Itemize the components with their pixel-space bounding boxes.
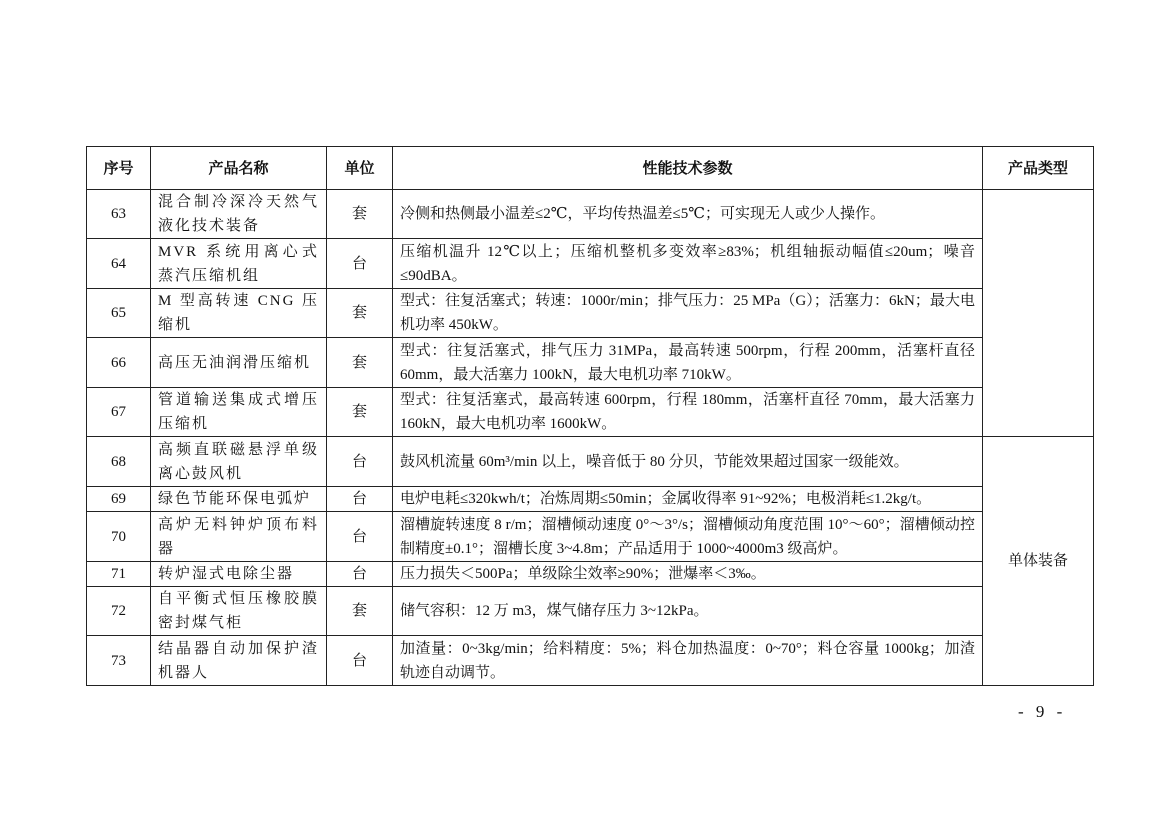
product-name: 绿色节能环保电弧炉 <box>151 487 327 512</box>
spec: 冷侧和热侧最小温差≤2℃，平均传热温差≤5℃；可实现无人或少人操作。 <box>393 190 983 239</box>
row-number: 71 <box>87 562 151 587</box>
header-unit: 单位 <box>327 147 393 190</box>
product-name: 管道输送集成式增压压缩机 <box>151 388 327 437</box>
spec: 压力损失＜500Pa；单级除尘效率≥90%；泄爆率＜3‰。 <box>393 562 983 587</box>
page-number: - 9 - <box>1018 702 1067 721</box>
row-number: 70 <box>87 512 151 562</box>
product-name: 转炉湿式电除尘器 <box>151 562 327 587</box>
product-name: 自平衡式恒压橡胶膜密封煤气柜 <box>151 587 327 636</box>
unit: 套 <box>327 190 393 239</box>
table-row <box>87 487 1094 512</box>
row-number: 73 <box>87 636 151 686</box>
row-number: 67 <box>87 388 151 437</box>
table-header-row <box>87 147 1094 190</box>
header-type: 产品类型 <box>983 147 1094 190</box>
spec: 型式：往复活塞式；转速：1000r/min；排气压力：25 MPa（G）；活塞力：6kN；最大电机功率 450kW。 <box>393 289 983 338</box>
header-spec: 性能技术参数 <box>393 147 983 190</box>
table-row <box>87 437 1094 487</box>
table-row <box>87 289 1094 338</box>
product-name: 高频直联磁悬浮单级离心鼓风机 <box>151 437 327 487</box>
row-number: 69 <box>87 487 151 512</box>
unit: 台 <box>327 636 393 686</box>
product-type: 单体装备 <box>983 437 1094 686</box>
table-row <box>87 388 1094 437</box>
spec: 储气容积：12 万 m3，煤气储存压力 3~12kPa。 <box>393 587 983 636</box>
row-number: 64 <box>87 239 151 289</box>
unit: 台 <box>327 239 393 289</box>
table-row <box>87 562 1094 587</box>
unit: 台 <box>327 512 393 562</box>
spec: 溜槽旋转速度 8 r/m；溜槽倾动速度 0°～3°/s；溜槽倾动角度范围 10°～60°；溜槽倾动控制精度±0.1°；溜槽长度 3~4.8m；产品适用于 1000~4000m3 级高炉。 <box>393 512 983 562</box>
row-number: 65 <box>87 289 151 338</box>
table-row <box>87 338 1094 388</box>
unit: 台 <box>327 487 393 512</box>
spec: 压缩机温升 12℃以上；压缩机整机多变效率≥83%；机组轴振动幅值≤20um；噪音≤90dBA。 <box>393 239 983 289</box>
table-row <box>87 190 1094 239</box>
unit: 台 <box>327 562 393 587</box>
spec: 型式：往复活塞式，排气压力 31MPa，最高转速 500rpm，行程 200mm，活塞杆直径 60mm，最大活塞力 100kN，最大电机功率 710kW。 <box>393 338 983 388</box>
unit: 台 <box>327 437 393 487</box>
row-number: 72 <box>87 587 151 636</box>
spec: 鼓风机流量 60m³/min 以上，噪音低于 80 分贝，节能效果超过国家一级能效。 <box>393 437 983 487</box>
unit: 套 <box>327 289 393 338</box>
table-row <box>87 636 1094 686</box>
product-name: 高炉无料钟炉顶布料器 <box>151 512 327 562</box>
header-no: 序号 <box>87 147 151 190</box>
row-number: 66 <box>87 338 151 388</box>
product-name: MVR 系统用离心式蒸汽压缩机组 <box>151 239 327 289</box>
table-row <box>87 239 1094 289</box>
spec: 加渣量：0~3kg/min；给料精度：5%；料仓加热温度：0~70°；料仓容量 1000kg；加渣轨迹自动调节。 <box>393 636 983 686</box>
unit: 套 <box>327 388 393 437</box>
spec: 电炉电耗≤320kwh/t；冶炼周期≤50min；金属收得率 91~92%；电极消耗≤1.2kg/t。 <box>393 487 983 512</box>
spec: 型式：往复活塞式，最高转速 600rpm，行程 180mm，活塞杆直径 70mm，最大活塞力 160kN，最大电机功率 1600kW。 <box>393 388 983 437</box>
product-name: 高压无油润滑压缩机 <box>151 338 327 388</box>
row-number: 68 <box>87 437 151 487</box>
product-type-empty <box>983 190 1094 437</box>
unit: 套 <box>327 587 393 636</box>
table-row <box>87 512 1094 562</box>
equipment-table <box>86 146 1094 686</box>
product-name: 结晶器自动加保护渣机器人 <box>151 636 327 686</box>
table-row <box>87 587 1094 636</box>
row-number: 63 <box>87 190 151 239</box>
unit: 套 <box>327 338 393 388</box>
header-name: 产品名称 <box>151 147 327 190</box>
product-name: 混合制冷深冷天然气液化技术装备 <box>151 190 327 239</box>
product-name: M 型高转速 CNG 压缩机 <box>151 289 327 338</box>
